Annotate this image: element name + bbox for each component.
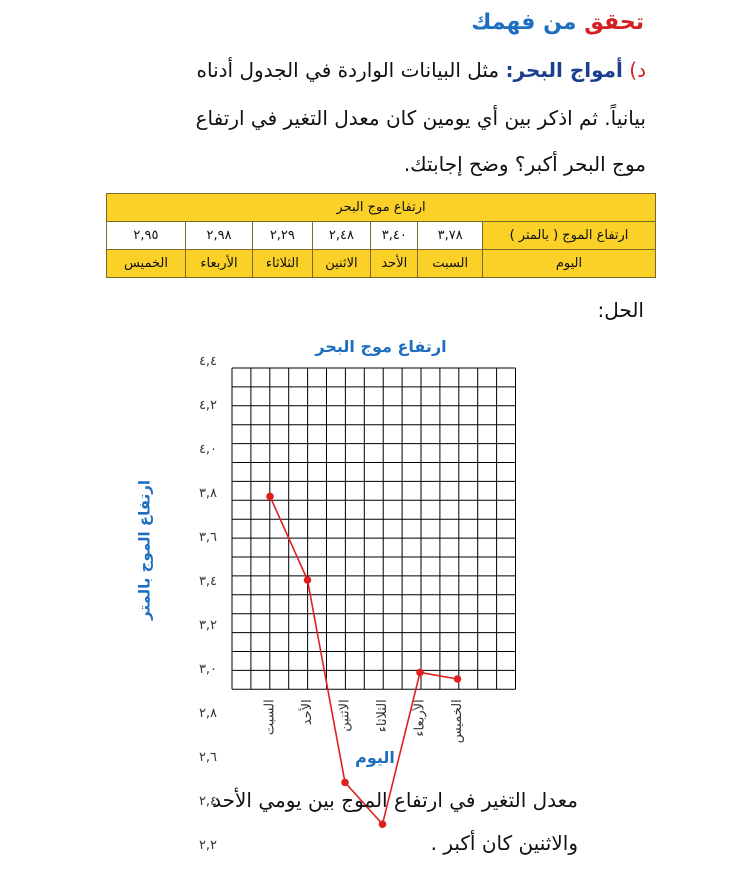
y-tick-label: ٢,٤	[198, 794, 218, 809]
y-tick-label: ٣,٨	[198, 486, 218, 501]
y-axis-label: ارتفاع الموج بالمتر	[135, 480, 154, 620]
data-point	[304, 576, 312, 584]
height-cell: ٢,٩٥	[107, 222, 186, 250]
y-tick-label: ٣,٦	[198, 530, 218, 545]
height-cell: ٣,٧٨	[418, 222, 483, 250]
day-cell: الخميس	[107, 250, 186, 278]
chart-grid	[232, 368, 516, 689]
question-label: د)	[629, 58, 646, 82]
height-row-label: ارتفاع الموج ( بالمتر )	[483, 222, 656, 250]
solution-label: الحل:	[597, 298, 644, 322]
height-cell: ٢,٩٨	[185, 222, 252, 250]
x-tick-label: الأربعاء	[412, 699, 428, 737]
answer-line-2: والاثنين كان أكبر .	[430, 831, 578, 855]
y-tick-label: ٣,٠	[198, 662, 218, 677]
x-axis-label: اليوم	[355, 748, 395, 767]
data-point	[416, 669, 424, 677]
height-cell: ٣,٤٠	[371, 222, 418, 250]
day-cell: الأربعاء	[185, 250, 252, 278]
data-point	[266, 493, 274, 501]
question-line-3: موج البحر أكبر؟ وضح إجابتك.	[403, 152, 646, 176]
question-title: أمواج البحر:	[505, 58, 623, 82]
day-row-label: اليوم	[483, 250, 656, 278]
series-line	[270, 496, 458, 824]
day-cell: الأحد	[371, 250, 418, 278]
y-tick-label: ٤,٠	[198, 442, 218, 457]
data-point	[454, 675, 462, 683]
chart-title: ارتفاع موج البحر	[315, 337, 447, 356]
x-tick-label: الخميس	[450, 699, 465, 744]
x-tick-label: الأحد	[300, 699, 315, 726]
height-cell: ٢,٤٨	[312, 222, 371, 250]
question-line-2: بيانياً. ثم اذكر بين أي يومين كان معدل التغير في ارتفاع	[195, 106, 646, 130]
question-text-1: مثل البيانات الواردة في الجدول أدناه	[196, 58, 500, 82]
table-title: ارتفاع موج البحر	[107, 194, 656, 222]
day-cell: الثلاثاء	[253, 250, 313, 278]
data-point	[379, 820, 387, 828]
y-tick-label: ٤,٢	[198, 398, 218, 413]
heading-part-check: تحقق	[584, 10, 644, 35]
y-tick-label: ٤,٤	[198, 354, 218, 369]
y-tick-label: ٢,٨	[198, 706, 218, 721]
y-tick-label: ٢,٦	[198, 750, 218, 765]
heading-part-understanding: من فهمك	[471, 10, 577, 35]
y-tick-label: ٢,٢	[198, 838, 218, 853]
day-cell: الاثنين	[312, 250, 371, 278]
x-tick-label: الثلاثاء	[375, 699, 390, 733]
y-tick-label: ٣,٤	[198, 574, 218, 589]
day-cell: السبت	[418, 250, 483, 278]
answer-line-1: معدل التغير في ارتفاع الموج بين يومي الأحد	[212, 788, 578, 812]
data-point	[341, 779, 349, 787]
height-cell: ٢,٢٩	[253, 222, 313, 250]
y-tick-label: ٣,٢	[198, 618, 218, 633]
x-tick-label: الاثنين	[337, 699, 353, 732]
x-tick-label: السبت	[262, 699, 278, 736]
